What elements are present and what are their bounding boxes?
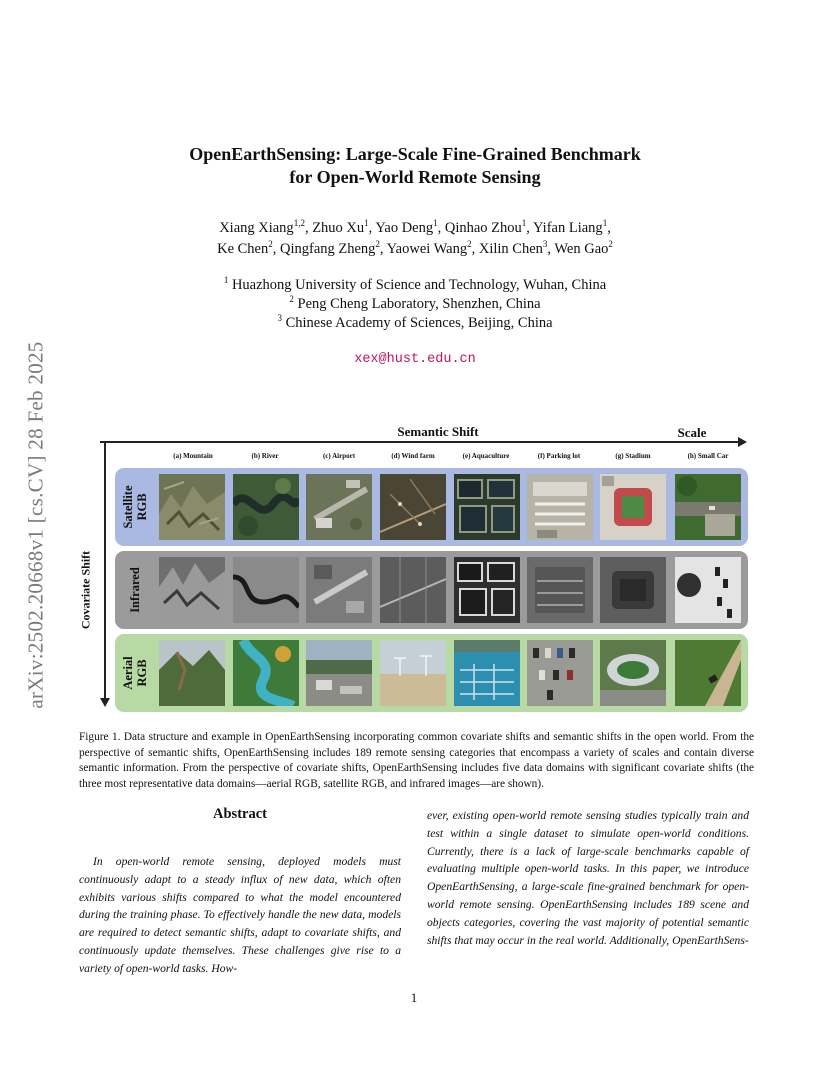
affiliation-sup: 2 [289,294,294,305]
infrared-aquaculture-image [454,557,520,623]
author-name: Yifan Liang [533,220,603,236]
scale-label: Scale [677,425,707,440]
title-line-1: OpenEarthSensing: Large-Scale Fine-Grained Benchmark [189,144,641,164]
arxiv-stamp [8,290,64,760]
satellite-wind-farm-image [380,474,446,540]
semantic-shift-arrowhead [738,437,747,447]
aerial-small-car-image [675,640,741,706]
abstract-left-column [79,853,401,978]
abstract-right-column: ever, existing open-world remote sensing studies typically train and test within a single dataset to simulate open-world conditions. Currently, there is a lack of large-scale benchmarks capable of evaluating multiple open-world tasks. In this paper, we introduce OpenEarthSensing, a large-scale fine-grained benchmark for open-world remote sensing. OpenEarthSensing includes 189 scene and objects categories, covering the vast majority of potential semantic shifts that may occur in the real world. Additionally, OpenEarthSens- [427,809,749,947]
title-line-2: for Open-World Remote Sensing [289,167,541,187]
aerial-airport-image [306,640,372,706]
abstract-left-text: In open-world remote sensing, deployed models must continuously adapt to a steady influx of new data, which often exhibits various shifts compared to what the model encountered during the training phase. To effectively handle the new data, models are required to detect semantic shifts, adapt to covariate shifts, and continuously update themselves. These challenges give rise to a variety of open-world tasks. How- [79,855,401,975]
column-header-stadium: (g) Stadium [615,452,651,460]
infrared-stadium-image [600,557,666,623]
row-label-aerial-wrap [115,634,155,712]
author-name: Yao Deng [375,220,434,236]
author-sup: 1 [364,218,369,229]
author-name: Qinhao Zhou [444,220,522,236]
row-label-infrared-wrap [115,551,155,629]
column-header-parking-lot: (f) Parking lot [537,452,581,460]
affiliation-text: Chinese Academy of Sciences, Beijing, China [285,315,553,331]
column-header-wind-farm: (d) Wind farm [391,452,435,460]
infrared-river-image [233,557,299,623]
satellite-mountain-image [159,474,225,540]
covariate-shift-arrowhead [100,698,110,707]
affiliation-sup: 1 [223,275,229,286]
author-name: Xiang Xiang [219,220,294,236]
author-sup: 2 [608,239,613,250]
row-label-infrared: Infrared [128,567,142,613]
row-label-aerial-rgb: Aerial RGB [121,656,149,690]
aerial-parking-lot-image [527,640,593,706]
semantic-shift-label: Semantic Shift [397,424,479,439]
aerial-mountain-image [159,640,225,706]
row-label-satellite-rgb: Satellite RGB [121,485,149,529]
page-number: 1 [410,990,418,1005]
author-name: Ke Chen [217,241,269,257]
author-sup: 1,2 [293,218,305,229]
author-name: Yaowei Wang [386,241,468,257]
contact-email[interactable]: xex@hust.edu.cn [354,352,476,367]
affiliation [110,314,720,333]
column-header-aquaculture: (e) Aquaculture [462,452,510,460]
author-sup: 2 [268,239,273,250]
aerial-stadium-image [600,640,666,706]
author-sup: 1 [521,218,527,229]
author-name: Wen Gao [554,241,609,257]
author-sup: 3 [542,239,548,250]
satellite-small-car-image [675,474,741,540]
author-line-1: Xiang Xiang$^{1,2}$, Zhuo Xu$^1$, Yao Deng$^1$, Qinhao Zhou$^1$, Yifan Liang$^1$, [219,218,611,236]
infrared-small-car-image [675,557,741,623]
author-line-2: Ke Chen$^2$, Qingfang Zheng$^2$, Yaowei Wang$^2$, Xilin Chen$^3$, Wen Gao$^2$ [217,239,613,257]
column-header-mountain: (a) Mountain [173,452,213,460]
satellite-aquaculture-image [454,474,520,540]
paper-title [110,143,720,189]
infrared-airport-image [306,557,372,623]
affiliation [110,295,720,314]
satellite-river-image [233,474,299,540]
covariate-shift-label: Covariate Shift [78,550,93,630]
aerial-wind-farm-image [380,640,446,706]
affiliation-sup: 3 [277,313,282,324]
author-sup: 1 [602,218,608,229]
affiliation-text: Huazhong University of Science and Technology, Wuhan, China [231,277,607,293]
author-sup: 1 [433,218,438,229]
satellite-stadium-image [600,474,666,540]
infrared-wind-farm-image [380,557,446,623]
semantic-shift-axis [100,441,740,443]
covariate-shift-axis [104,442,106,700]
author-sup: 2 [467,239,472,250]
satellite-airport-image [306,474,372,540]
column-header-river: (b) River [251,452,279,460]
author-name: Xilin Chen [478,241,543,257]
arxiv-stamp-text: arXiv:2502.20668v1 [cs.CV] 28 Feb 2025 [23,341,48,709]
aerial-aquaculture-image [454,640,520,706]
infrared-mountain-image [159,557,225,623]
abstract-heading: Abstract [213,806,267,822]
infrared-parking-lot-image [527,557,593,623]
row-label-satellite-wrap [115,468,155,546]
author-name: Zhuo Xu [312,220,365,236]
author-list [110,218,720,260]
affiliation-list [110,276,720,333]
author-sup: 2 [375,239,380,250]
affiliation-text: Peng Cheng Laboratory, Shenzhen, China [297,296,541,312]
satellite-parking-lot-image [527,474,593,540]
aerial-river-image [233,640,299,706]
column-header-small-car: (h) Small Car [687,452,729,460]
author-name: Qingfang Zheng [279,241,376,257]
column-header-airport: (c) Airport [322,452,356,460]
affiliation [110,276,720,295]
covariate-shift-label-wrap [72,520,100,660]
figure-caption: Figure 1. Data structure and example in OpenEarthSensing incorporating common covariate shifts and semantic shifts in the open world. From the perspective of semantic shifts, OpenEarthSensing includes 189 remote sensing categories that encompass a variety of scales and contain diverse semantic information. From the perspective of covariate shifts, OpenEarthSensing includes five data domains with significant covariate shifts (the three most representative data domains—aerial RGB, satellite RGB, and infrared images—are shown). [79,731,754,790]
